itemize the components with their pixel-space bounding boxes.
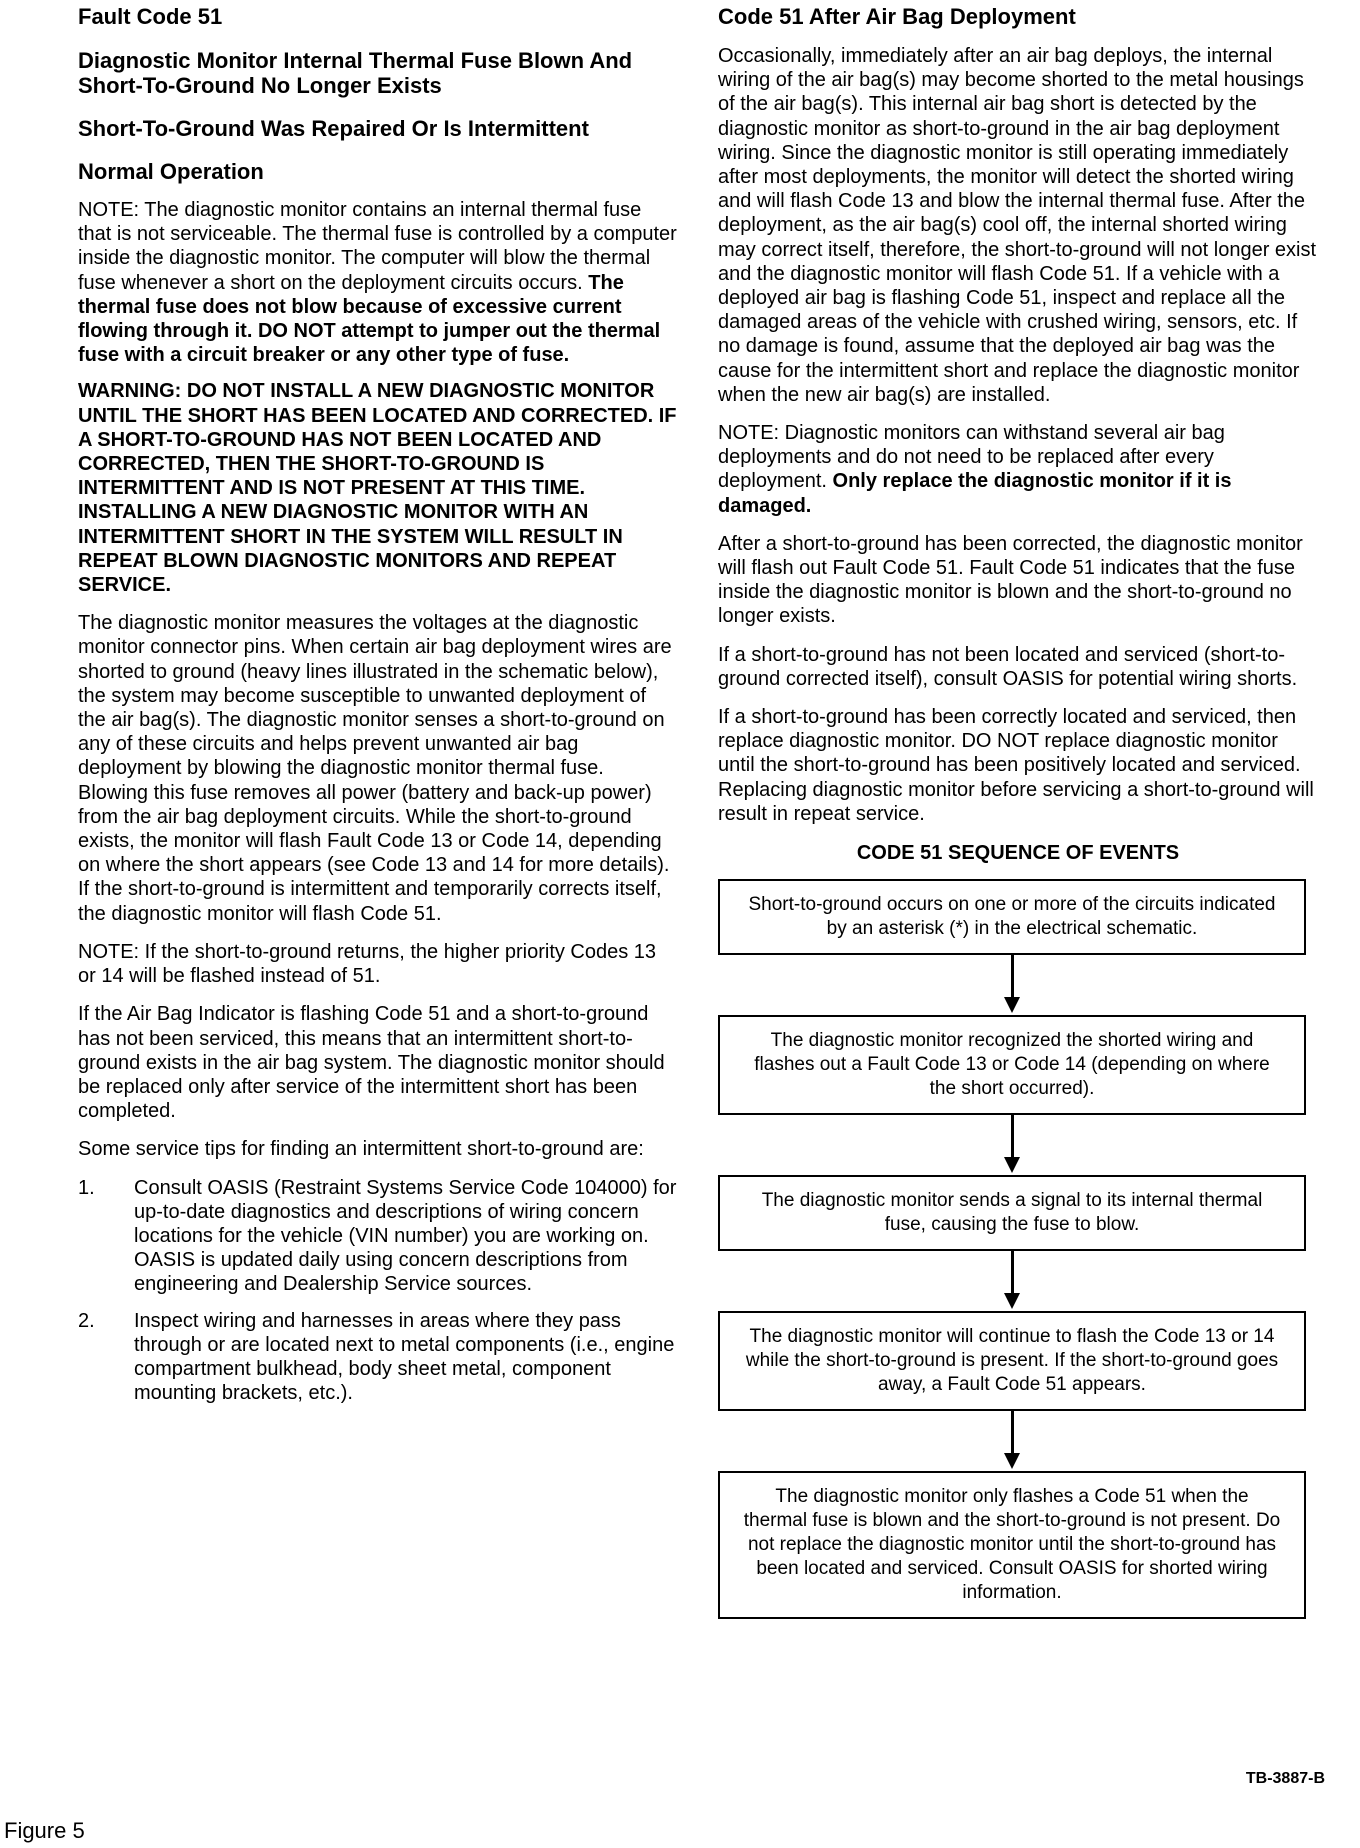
- sequence-step-3: The diagnostic monitor sends a signal to its internal thermal fuse, causing the fuse to blow.: [718, 1175, 1306, 1251]
- list-item-text: Consult OASIS (Restraint Systems Service Code 104000) for up-to-date diagnostics and descriptions of wiring concern locations for the vehicle (VIN number) you are working on. OASIS is updated daily using concern descriptions from engineering and Dealership Service sources.: [134, 1176, 677, 1296]
- sequence-title: CODE 51 SEQUENCE OF EVENTS: [856, 842, 1180, 865]
- list-item-number: 1.: [78, 1176, 95, 1199]
- warning-text: WARNING: DO NOT INSTALL A NEW DIAGNOSTIC MONITOR UNTIL THE SHORT HAS BEEN LOCATED AND CORRECTED. IF A SHORT-TO-GROUND HAS NOT BEEN LOCATED AND CORRECTED, THEN THE SHORT-TO-GROUND IS INTERMITTENT AND IS NOT PRESENT AT THIS TIME. INSTALLING A NEW DIAGNOSTIC MONITOR WITH AN INTERMITTENT SHORT IN THE SYSTEM WILL RESULT IN REPEAT BLOWN DIAGNOSTIC MONITORS AND REPEAT SERVICE.: [78, 380, 677, 597]
- note-thermal-fuse-bold: The thermal fuse does not blow because of excessive current flowing through it. DO NOT attempt to jumper out the thermal fuse with a circuit breaker or any other type of fuse.: [78, 271, 661, 367]
- paragraph-after-deployment: Occasionally, immediately after an air bag deploys, the internal wiring of the air bag(s) may become shorted to the metal housings of the air bag(s). This internal air bag short is detected by the diagnostic monitor as short-to-ground in the air bag deployment wiring. Since the diagnostic monitor is still operating immediately after most deployments, the monitor will detect the shorted wiring and will flash Code 13 and blow the internal thermal fuse. After the deployment, as the air bag(s) cool off, the internal shorted wiring may correct itself, therefore, the short-to-ground will not longer exist and the diagnostic monitor will flash Code 51. If a vehicle with a deployed air bag is flashing Code 51, inspect and replace all the damaged areas of the vehicle with crushed wiring, sensors, etc. If no damage is found, assume that the deployed air bag was the cause for the intermittent short and replace the diagnostic monitor when the new air bag(s) are installed.: [718, 45, 1317, 406]
- deployment-title: Code 51 After Air Bag Deployment: [718, 4, 1076, 29]
- note-short-returns: NOTE: If the short-to-ground returns, the higher priority Codes 13 or 14 will be flashed instead of 51.: [78, 940, 657, 988]
- figure-label: Figure 5: [4, 1818, 85, 1843]
- paragraph-consult-oasis: If a short-to-ground has not been located and serviced (short-to-ground corrected itself), consult OASIS for potential wiring shorts.: [718, 643, 1298, 690]
- down-arrow-icon: [718, 1251, 1308, 1311]
- sequence-step-4: The diagnostic monitor will continue to flash the Code 13 or 14 while the short-to-ground is present. If the short-to-ground goes away, a Fault Code 51 appears.: [718, 1311, 1306, 1411]
- down-arrow-icon: [718, 955, 1308, 1015]
- note-thermal-fuse: [78, 198, 678, 367]
- note-withstand-deployments: [718, 421, 1318, 518]
- fault-code-title: Fault Code 51: [78, 4, 223, 29]
- list-item: [78, 1309, 678, 1406]
- subtitle-normal-operation: Normal Operation: [78, 159, 264, 184]
- paragraph-indicator-flashing: If the Air Bag Indicator is flashing Code 51 and a short-to-ground has not been serviced, this means that an intermittent short-to-ground exists in the air bag system. The diagnostic monitor should be replaced only after service of the intermittent short has been completed.: [78, 1003, 665, 1123]
- down-arrow-icon: [718, 1115, 1308, 1175]
- service-tips-list: [78, 1176, 678, 1406]
- note-withstand-bold: Only replace the diagnostic monitor if it is damaged.: [718, 470, 1232, 517]
- note-thermal-fuse-plain: NOTE: The diagnostic monitor contains an internal thermal fuse that is not serviceable. The thermal fuse is controlled by a computer inside the diagnostic monitor. The computer will blow the thermal fuse whenever a short on the deployment circuits occurs.: [78, 199, 677, 294]
- list-item-number: 2.: [78, 1309, 95, 1332]
- paragraph-replace-monitor: If a short-to-ground has been correctly located and serviced, then replace diagnostic monitor. DO NOT replace diagnostic monitor until the short-to-ground has been positively located and serviced. Replacing diagnostic monitor before servicing a short-to-ground will result in repeat service.: [718, 706, 1314, 825]
- reference-code: TB-3887-B: [1245, 1770, 1325, 1787]
- paragraph-voltages: The diagnostic monitor measures the voltages at the diagnostic monitor connector pins. When certain air bag deployment wires are shorted to ground (heavy lines illustrated in the schematic below), the system may become susceptible to unwanted deployment of the air bag(s). The diagnostic monitor senses a short-to-ground on any of these circuits and helps prevent unwanted air bag deployment by blowing the diagnostic monitor thermal fuse. Blowing this fuse removes all power (battery and back-up power) from the air bag deployment circuits. While the short-to-ground exists, the monitor will flash Fault Code 13 or Code 14, depending on where the short appears (see Code 13 and 14 for more details). If the short-to-ground is intermittent and temporarily corrects itself, the diagnostic monitor will flash Code 51.: [78, 612, 672, 925]
- list-item-text: Inspect wiring and harnesses in areas where they pass through or are located next to metal components (i.e., engine compartment bulkhead, body sheet metal, component mounting brackets, etc.).: [134, 1309, 675, 1405]
- sequence-step-5: The diagnostic monitor only flashes a Code 51 when the thermal fuse is blown and the short-to-ground is not present. Do not replace the diagnostic monitor until the short-to-ground has been located and serviced. Consult OASIS for shorted wiring information.: [718, 1471, 1306, 1619]
- paragraph-short-corrected: After a short-to-ground has been corrected, the diagnostic monitor will flash out Fault Code 51. Fault Code 51 indicates that the fuse inside the diagnostic monitor is blown and the short-to-ground no longer exists.: [718, 532, 1303, 628]
- sequence-step-1: Short-to-ground occurs on one or more of the circuits indicated by an asterisk (*) in the electrical schematic.: [718, 879, 1306, 955]
- subtitle-short-repaired: Short-To-Ground Was Repaired Or Is Intermittent: [78, 116, 589, 141]
- sequence-flowchart: [718, 879, 1308, 1619]
- subtitle-fuse-blown: Diagnostic Monitor Internal Thermal Fuse Blown And Short-To-Ground No Longer Exists: [78, 48, 633, 98]
- sequence-step-2: The diagnostic monitor recognized the shorted wiring and flashes out a Fault Code 13 or Code 14 (depending on where the short occurred).: [718, 1015, 1306, 1115]
- paragraph-service-tips-intro: Some service tips for finding an intermittent short-to-ground are:: [78, 1138, 644, 1161]
- list-item: [78, 1176, 678, 1297]
- note-withstand-plain: NOTE: Diagnostic monitors can withstand several air bag deployments and do not need to be replaced after every deployment.: [718, 422, 1225, 493]
- down-arrow-icon: [718, 1411, 1308, 1471]
- right-column: [718, 0, 1318, 1619]
- left-column: [78, 0, 678, 1417]
